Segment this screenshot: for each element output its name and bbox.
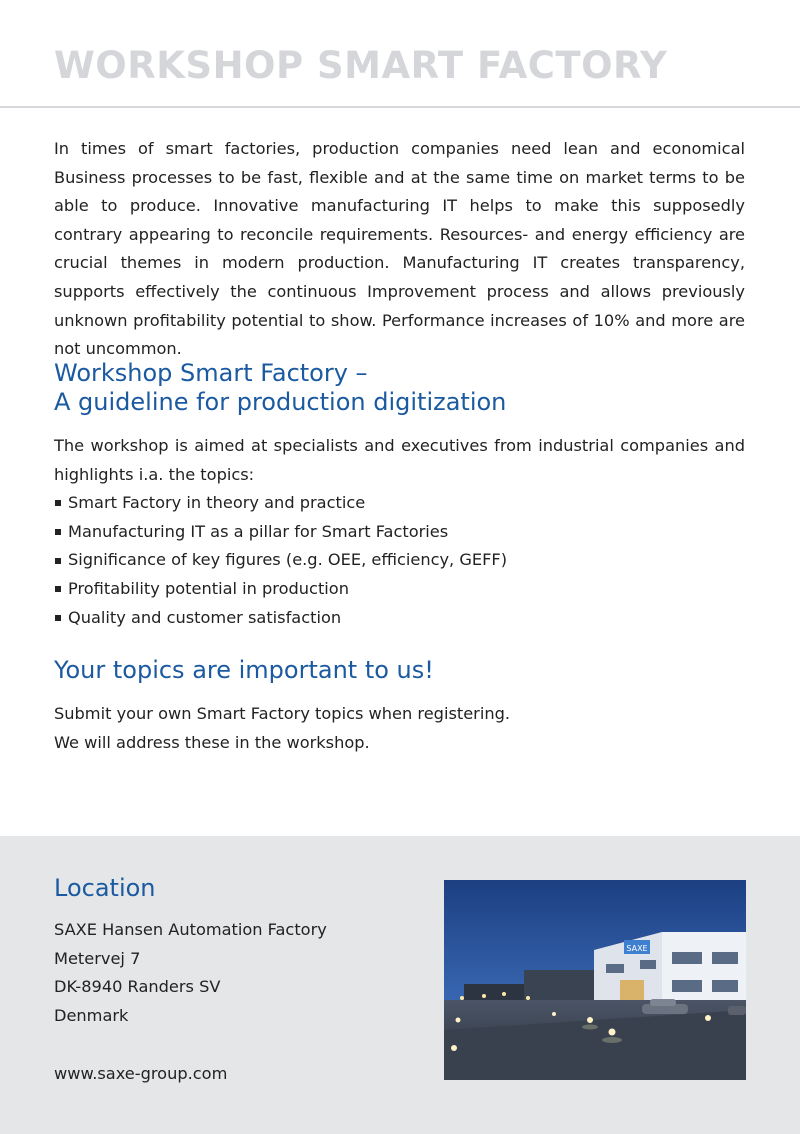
topic-list bbox=[54, 489, 745, 632]
page-title: WORKSHOP SMART FACTORY bbox=[54, 44, 668, 87]
address-country: Denmark bbox=[54, 1005, 129, 1025]
bullet-icon bbox=[55, 586, 61, 592]
address-block bbox=[54, 916, 327, 1030]
factory-photo-illustration bbox=[444, 880, 746, 1080]
workshop-lead: The workshop is aimed at specialists and executives from industrial companies and highlights i.a. the topics: bbox=[54, 436, 745, 484]
bullet-icon bbox=[55, 529, 61, 535]
location-heading: Location bbox=[54, 874, 156, 902]
workshop-description bbox=[54, 432, 745, 632]
list-item: Quality and customer satisfaction bbox=[54, 604, 745, 633]
website-link[interactable]: www.saxe-group.com bbox=[54, 1064, 228, 1083]
list-item: Manufacturing IT as a pillar for Smart Factories bbox=[54, 518, 745, 547]
intro-paragraph: In times of smart factories, production companies need lean and economical Business processes to be fast, flexible and at the same time on market terms to be able to produce. Innovative manufacturing IT helps to make this supposedly contrary appearing to reconcile requirements. Resources- and energy efficiency are crucial themes in modern production. Manufacturing IT creates transparency, supports effectively the continuous Improvement process and allows previously unknown profitability potential to show. Performance increases of 10% and more are not uncommon. bbox=[54, 139, 745, 359]
address-company: SAXE Hansen Automation Factory bbox=[54, 920, 327, 939]
address-street: Metervej 7 bbox=[54, 948, 141, 968]
topics-line2: We will address these in the workshop. bbox=[54, 732, 370, 752]
location-section bbox=[0, 836, 800, 1134]
bullet-icon bbox=[55, 500, 61, 506]
section-heading-line1: Workshop Smart Factory – bbox=[54, 359, 368, 387]
address-city: DK-8940 Randers SV bbox=[54, 977, 221, 997]
topics-line1: Submit your own Smart Factory topics when registering. bbox=[54, 704, 511, 723]
list-item: Significance of key figures (e.g. OEE, efficiency, GEFF) bbox=[54, 546, 745, 575]
section-heading-topics: Your topics are important to us! bbox=[54, 656, 434, 684]
list-item: Smart Factory in theory and practice bbox=[54, 489, 745, 518]
list-item: Profitability potential in production bbox=[54, 575, 745, 604]
page-header bbox=[0, 0, 800, 108]
factory-photo bbox=[444, 880, 746, 1080]
section-heading-line2: A guideline for production digitization bbox=[54, 388, 507, 416]
section-heading-workshop bbox=[54, 359, 506, 417]
bullet-icon bbox=[55, 615, 61, 621]
factory-sign-label: SAXE bbox=[626, 944, 648, 953]
topics-description bbox=[54, 700, 745, 757]
bullet-icon bbox=[55, 558, 61, 564]
